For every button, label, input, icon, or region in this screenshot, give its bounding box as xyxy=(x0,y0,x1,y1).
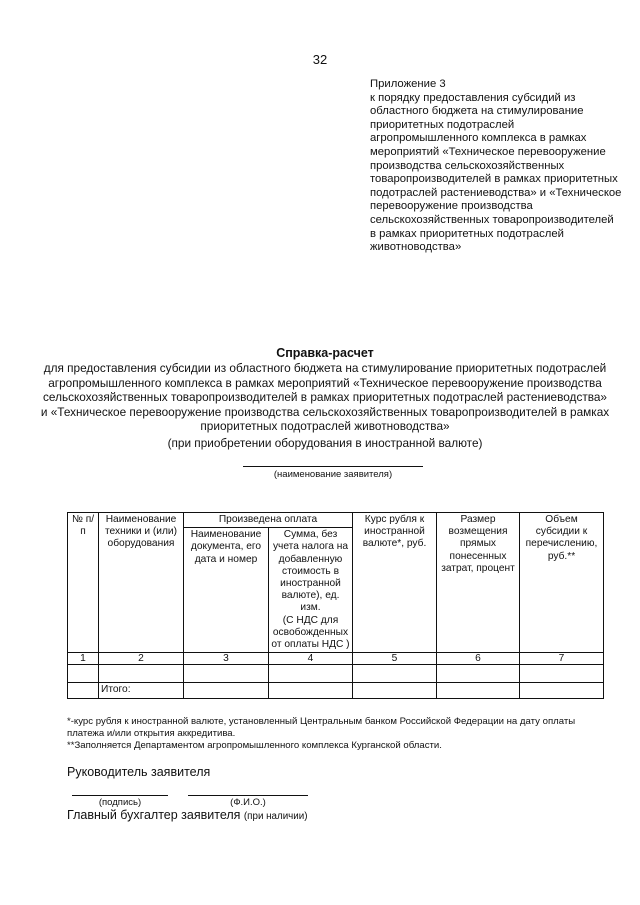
accountant-signature-block xyxy=(67,808,308,822)
column-number: 1 xyxy=(68,653,99,665)
appendix-block xyxy=(370,78,622,255)
table-total-row xyxy=(68,683,604,699)
document-condition: (при приобретении оборудования в иностранной валюте) xyxy=(167,435,483,450)
header-payment-group: Произведена оплата xyxy=(184,513,353,528)
column-number: 5 xyxy=(353,653,437,665)
header-subsidy: Объем субсидии к перечислению, руб.** xyxy=(520,513,604,653)
table-cell[interactable] xyxy=(437,683,520,699)
table-cell[interactable] xyxy=(68,665,99,683)
name-line[interactable]: (Ф.И.О.) xyxy=(188,795,308,808)
table-cell xyxy=(68,683,99,699)
header-doc-name: Наименование документа, его дата и номер xyxy=(184,528,269,653)
footnote-rate: *-курс рубля к иностранной валюте, установленный Центральным банком Российской Федерации на дату оплаты платежа и/или открытия аккредитива. xyxy=(67,716,576,739)
header-num: № п/п xyxy=(68,513,99,653)
table-row xyxy=(68,665,604,683)
column-number: 7 xyxy=(520,653,604,665)
table-cell[interactable] xyxy=(184,665,269,683)
appendix-heading: Приложение 3 xyxy=(370,78,446,90)
table-cell[interactable] xyxy=(437,665,520,683)
page-number: 32 xyxy=(312,52,328,67)
document-title-block xyxy=(40,346,610,451)
table-cell[interactable] xyxy=(520,683,604,699)
table-header-row xyxy=(68,513,604,528)
accountant-note: (при наличии) xyxy=(243,811,308,822)
table-cell[interactable] xyxy=(184,683,269,699)
appendix-text: к порядку предоставления субсидий из областного бюджета на стимулирование приоритетных подотраслей агропромышленного комплекса в рамках мероприятий «Техническое перевооружение производства сельскохозяйственных товаропроизводителей в рамках приоритетных подотраслей растениеводства» и «Техническое перевооружение производства сельскохозяйственных товаропроизводителей в рамках приоритетных подотраслей животноводства» xyxy=(370,91,622,254)
table-cell[interactable] xyxy=(520,665,604,683)
header-share: Размер возмещения прямых понесенных затрат, процент xyxy=(437,513,520,653)
calculation-table xyxy=(67,512,604,699)
accountant-label: Главный бухгалтер заявителя xyxy=(67,808,241,822)
header-rate: Курс рубля к иностранной валюте*, руб. xyxy=(353,513,437,653)
applicant-name-field: (наименование заявителя) xyxy=(243,466,423,480)
head-signature-label: Руководитель заявителя xyxy=(67,765,211,779)
table-cell[interactable] xyxy=(353,665,437,683)
column-number: 3 xyxy=(184,653,269,665)
header-amount xyxy=(269,528,353,653)
column-number: 4 xyxy=(269,653,353,665)
column-number: 6 xyxy=(437,653,520,665)
signature-line[interactable]: (подпись) xyxy=(72,795,168,808)
document-subtitle: для предоставления субсидии из областного бюджета на стимулирование приоритетных подотраслей агропромышленного комплекса в рамках мероприятий «Техническое перевооружение производства сельскохозяйственных товаропроизводителей в рамках приоритетных подотраслей растениеводства» и «Техническое перевооружение производства сельскохозяйственных товаропроизводителей в рамках приоритетных подотраслей животноводства» xyxy=(40,361,610,434)
header-amount-note: (С НДС для освобожденных от оплаты НДС ) xyxy=(271,614,350,651)
table-cell[interactable] xyxy=(269,683,353,699)
column-number: 2 xyxy=(99,653,184,665)
table-cell[interactable] xyxy=(353,683,437,699)
document-title: Справка-расчет xyxy=(276,346,374,360)
column-number-row xyxy=(68,653,604,665)
table-cell[interactable] xyxy=(269,665,353,683)
header-amount-text: Сумма, без учета налога на добавленную стоимость в иностранной валюте), ед. изм. xyxy=(272,529,349,614)
header-equipment: Наименование техники и (или) оборудования xyxy=(99,513,184,653)
footnote-department: **Заполняется Департаментом агропромышленного комплекса Курганской области. xyxy=(67,740,442,751)
total-label: Итого: xyxy=(99,683,184,699)
footnotes xyxy=(67,716,612,752)
table-cell[interactable] xyxy=(99,665,184,683)
